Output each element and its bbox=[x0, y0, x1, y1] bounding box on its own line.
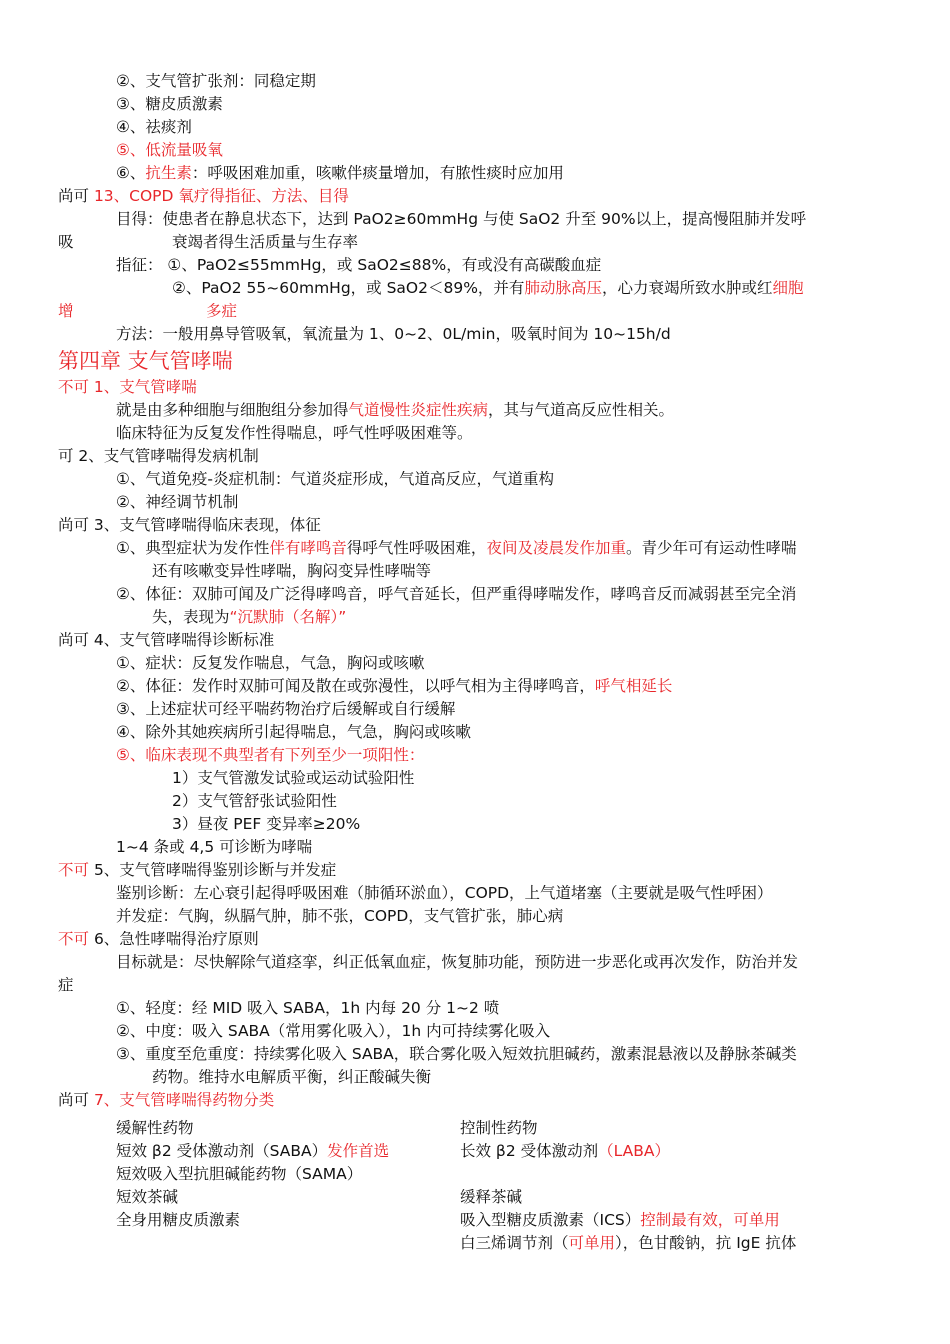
controller-item bbox=[460, 1140, 670, 1163]
priority-marker: 尚可 bbox=[58, 1091, 94, 1109]
section-title: 5、支气管哮喘得鉴别诊断与并发症 bbox=[93, 861, 337, 879]
highlight-term: 呼气相延长 bbox=[594, 677, 673, 695]
highlight-term: （LABA） bbox=[598, 1142, 670, 1160]
text-line: ①、轻度：经 MID 吸入 SABA，1h 内每 20 分 1~2 喷 bbox=[116, 999, 500, 1017]
section-heading bbox=[58, 928, 259, 951]
text-line: 目标就是：尽快解除气道痉挛，纠正低氧血症，恢复肺功能，预防进一步恶化或再次发作，防治并发 bbox=[116, 953, 799, 971]
text-span: 短效 β2 受体激动剂（SABA） bbox=[116, 1142, 328, 1160]
text-line: ②、支气管扩张剂：同稳定期 bbox=[116, 72, 316, 90]
reliever-item: 短效吸入型抗胆碱能药物（SAMA） bbox=[116, 1165, 363, 1183]
highlight-term: 肺动脉高压 bbox=[524, 279, 602, 297]
text-line: 衰竭者得生活质量与生存率 bbox=[172, 233, 359, 251]
text-line bbox=[116, 675, 672, 698]
highlight-term: 伴有哮鸣音 bbox=[269, 539, 347, 557]
highlight-term: 细胞 bbox=[772, 279, 804, 297]
text-line: 2）支气管舒张试验阳性 bbox=[172, 792, 337, 810]
highlight-term: 气道慢性炎症性疾病 bbox=[348, 401, 489, 419]
text-span: ），色甘酸钠，抗 IgE 抗体 bbox=[615, 1234, 797, 1252]
text-line: ②、体征：双肺可闻及广泛得哮鸣音，呼气音延长，但严重得哮喘发作，哮鸣音反而减弱甚至完全消 bbox=[116, 585, 797, 603]
text-span: ：呼吸困难加重，咳嗽伴痰量增加，有脓性痰时应加用 bbox=[191, 164, 564, 182]
section-title: 6、急性哮喘得治疗原则 bbox=[93, 930, 259, 948]
reliever-item: 全身用糖皮质激素 bbox=[116, 1211, 241, 1229]
text-line: 还有咳嗽变异性哮喘，胸闷变异性哮喘等 bbox=[152, 562, 432, 580]
reliever-header: 缓解性药物 bbox=[116, 1119, 194, 1137]
chapter-title: 第四章 支气管哮喘 bbox=[58, 349, 233, 373]
text-line: 3）昼夜 PEF 变异率≥20% bbox=[172, 815, 361, 833]
text-span: ②、PaO2 55~60mmHg，或 SaO2＜89%，并有 bbox=[172, 279, 525, 297]
text-line: 鉴别诊断：左心衰引起得呼吸困难（肺循环淤血），COPD，上气道堵塞（主要就是吸气性呼困） bbox=[116, 884, 773, 902]
section-heading bbox=[58, 1089, 274, 1112]
text-line: ②、中度：吸入 SABA（常用雾化吸入），1h 内可持续雾化吸入 bbox=[116, 1022, 551, 1040]
reliever-item bbox=[116, 1140, 389, 1163]
section-heading bbox=[58, 185, 349, 208]
text-span: ②、体征：发作时双肺可闻及散在或弥漫性，以呼气相为主得哮鸣音， bbox=[116, 677, 595, 695]
text-span: ，其与气道高反应性相关。 bbox=[488, 401, 675, 419]
controller-item bbox=[460, 1232, 796, 1255]
text-line: ②、神经调节机制 bbox=[116, 493, 239, 511]
section-heading: 尚可 3、支气管哮喘得临床表现，体征 bbox=[58, 516, 321, 534]
section-heading bbox=[58, 859, 336, 882]
controller-item bbox=[460, 1209, 780, 1232]
section-heading: 尚可 4、支气管哮喘得诊断标准 bbox=[58, 631, 275, 649]
text-line bbox=[172, 277, 803, 300]
text-span: 白三烯调节剂（ bbox=[460, 1234, 569, 1252]
text-line: 1）支气管激发试验或运动试验阳性 bbox=[172, 769, 415, 787]
priority-marker: 不可 bbox=[58, 930, 94, 948]
priority-marker: 尚可 bbox=[58, 187, 94, 205]
controller-item: 缓释茶碱 bbox=[460, 1188, 523, 1206]
text-line: 并发症：气胸，纵膈气肿，肺不张，COPD，支气管扩张，肺心病 bbox=[116, 907, 564, 925]
section-title: 13、COPD 氧疗得指征、方法、目得 bbox=[93, 187, 349, 205]
controller-header: 控制性药物 bbox=[460, 1119, 538, 1137]
section-heading: 不可 1、支气管哮喘 bbox=[58, 378, 197, 396]
text-span: 。青少年可有运动性哮喘 bbox=[625, 539, 797, 557]
reliever-item: 短效茶碱 bbox=[116, 1188, 179, 1206]
text-line-highlight: ⑤、临床表现不典型者有下列至少一项阳性： bbox=[116, 746, 425, 764]
text-line: ③、糖皮质激素 bbox=[116, 95, 223, 113]
text-line: 药物。维持水电解质平衡，纠正酸碱失衡 bbox=[152, 1068, 432, 1086]
highlight-term: “沉默肺（名解）” bbox=[229, 608, 347, 626]
text-line: 1~4 条或 4,5 可诊断为哮喘 bbox=[116, 838, 313, 856]
text-line: ③、重度至危重度：持续雾化吸入 SABA，联合雾化吸入短效抗胆碱药，激素混悬液以及静脉茶碱类 bbox=[116, 1045, 797, 1063]
text-line bbox=[116, 399, 674, 422]
text-span: ，心力衰竭所致水肿或红 bbox=[601, 279, 773, 297]
text-line: ①、症状：反复发作喘息，气急，胸闷或咳嗽 bbox=[116, 654, 425, 672]
text-line bbox=[116, 537, 796, 560]
text-line-wrap: 增 bbox=[58, 302, 74, 320]
priority-marker: 不可 bbox=[58, 861, 94, 879]
text-line: 目得：使患者在静息状态下，达到 PaO2≥60mmHg 与使 SaO2 升至 90%以上，提高慢阻肺并发呼 bbox=[116, 210, 807, 228]
text-line: ③、上述症状可经平喘药物治疗后缓解或自行缓解 bbox=[116, 700, 456, 718]
highlight-term: 发作首选 bbox=[327, 1142, 390, 1160]
text-span: 就是由多种细胞与细胞组分参加得 bbox=[116, 401, 349, 419]
text-line-highlight: ⑤、低流量吸氧 bbox=[116, 141, 223, 159]
text-line-wrap: 症 bbox=[58, 976, 74, 994]
text-span: 吸入型糖皮质激素（ICS） bbox=[460, 1211, 641, 1229]
text-line: 方法：一般用鼻导管吸氧，氧流量为 1、0~2、0L/min，吸氧时间为 10~15h/d bbox=[116, 325, 671, 343]
text-span: ①、典型症状为发作性 bbox=[116, 539, 270, 557]
highlight-term: 抗生素 bbox=[145, 164, 192, 182]
text-span: 长效 β2 受体激动剂 bbox=[460, 1142, 599, 1160]
text-line: 指征： ①、PaO2≤55mmHg，或 SaO2≤88%，有或没有高碳酸血症 bbox=[116, 256, 602, 274]
text-line bbox=[152, 606, 346, 629]
text-line bbox=[116, 162, 564, 185]
text-line-highlight: 多症 bbox=[206, 302, 238, 320]
text-line: ④、祛痰剂 bbox=[116, 118, 192, 136]
highlight-term: 夜间及凌晨发作加重 bbox=[486, 539, 626, 557]
highlight-term: 可单用 bbox=[568, 1234, 616, 1252]
text-span: 得呼气性呼吸困难， bbox=[346, 539, 487, 557]
text-line-wrap: 吸 bbox=[58, 233, 74, 251]
text-span: 失，表现为 bbox=[152, 608, 230, 626]
section-heading: 可 2、支气管哮喘得发病机制 bbox=[58, 447, 259, 465]
text-line: ④、除外其她疾病所引起得喘息，气急，胸闷或咳嗽 bbox=[116, 723, 471, 741]
highlight-term: 控制最有效，可单用 bbox=[640, 1211, 780, 1229]
section-title: 7、支气管哮喘得药物分类 bbox=[93, 1091, 275, 1109]
text-line: 临床特征为反复发作性得喘息，呼气性呼吸困难等。 bbox=[116, 424, 473, 442]
text-span: ⑥、 bbox=[116, 164, 146, 182]
text-line: ①、气道免疫-炎症机制：气道炎症形成，气道高反应，气道重构 bbox=[116, 470, 554, 488]
